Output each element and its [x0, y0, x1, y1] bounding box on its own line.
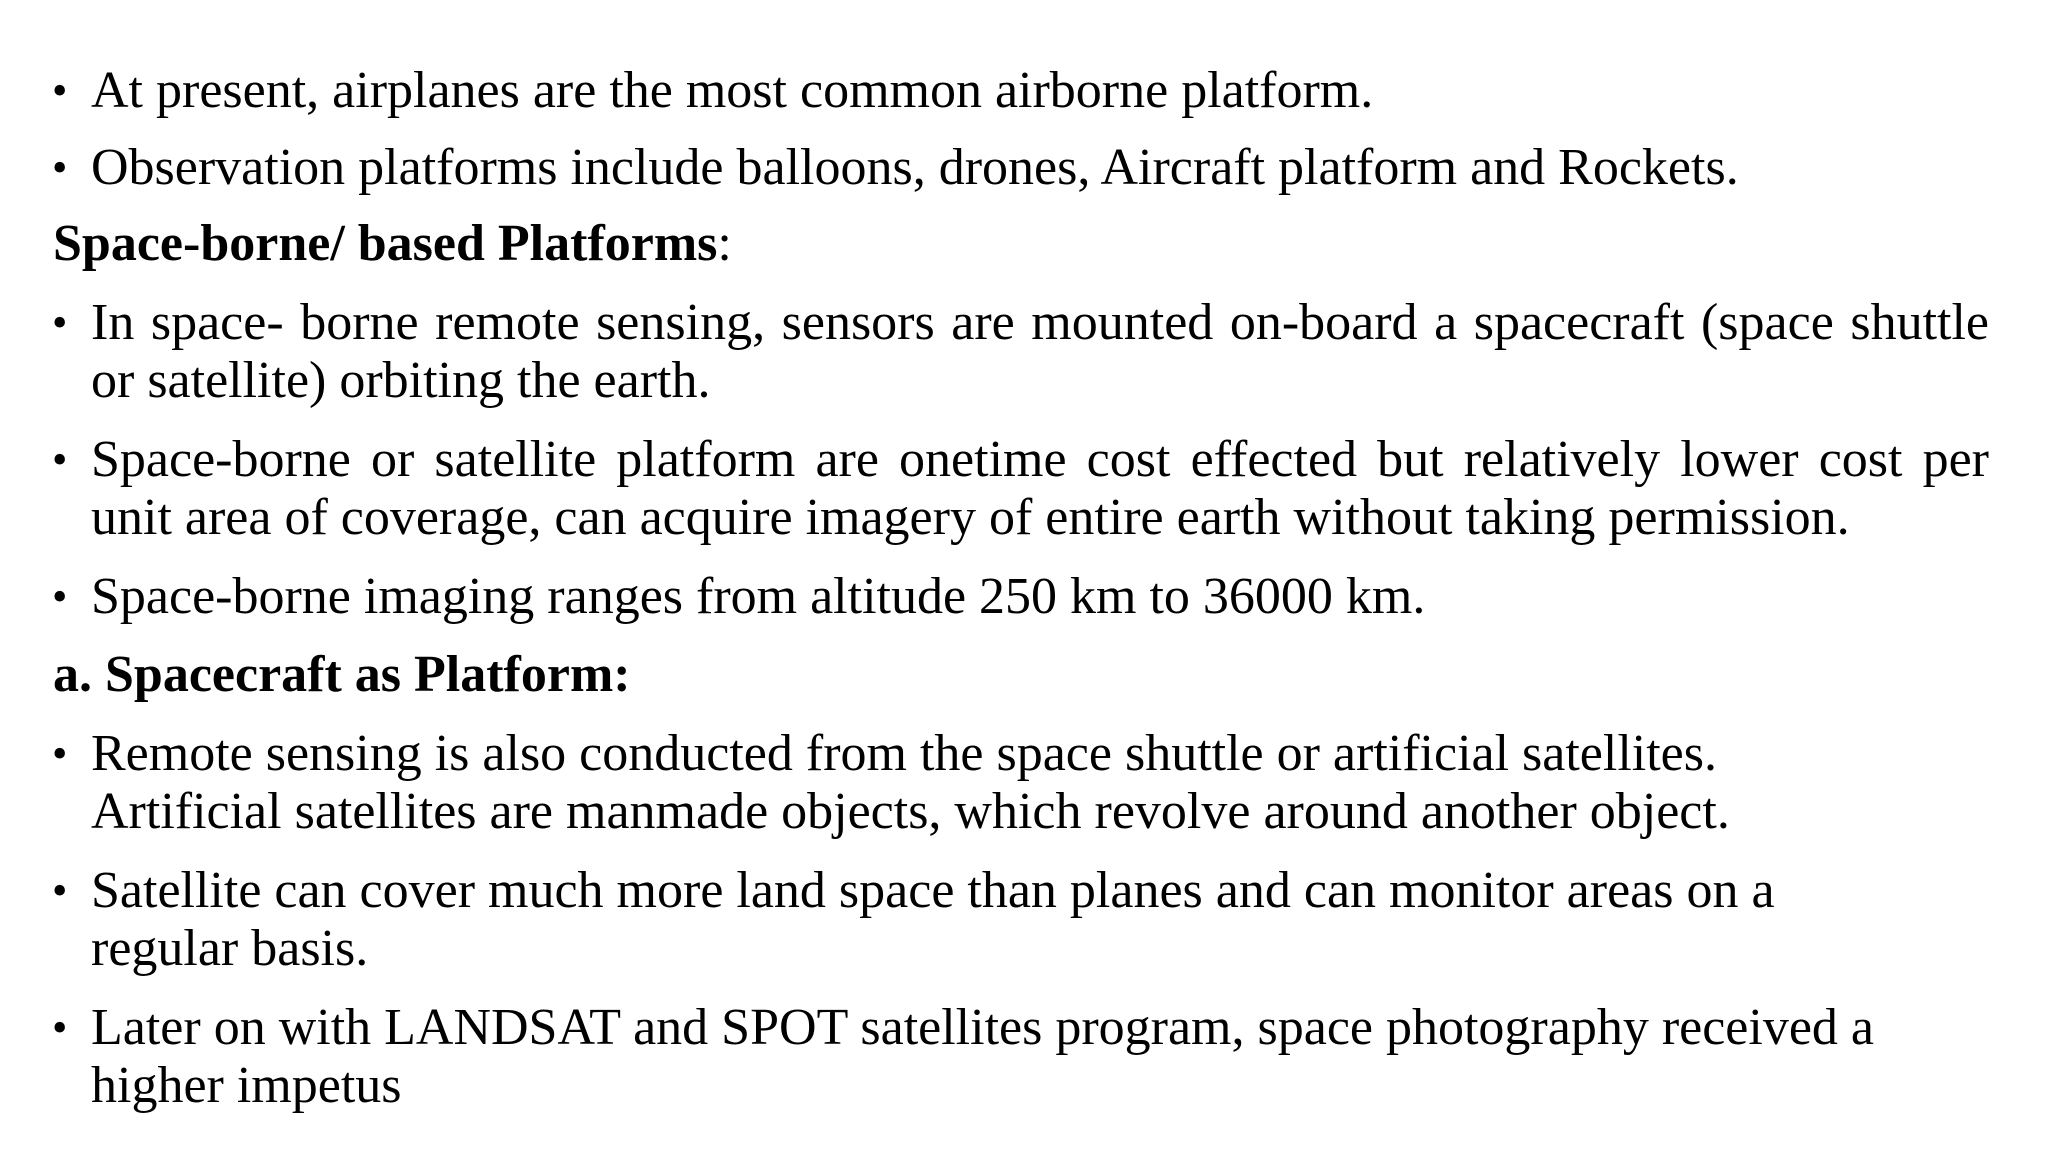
heading-spacecraft-platform: a. Spacecraft as Platform:	[53, 646, 631, 703]
bullet-landsat-spot: Later on with LANDSAT and SPOT satellites program, space photography received a higher impetus	[91, 999, 1874, 1114]
heading-spaceborne-platforms	[53, 215, 732, 273]
bullet-marker: •	[52, 143, 68, 192]
bullet-marker: •	[52, 435, 68, 484]
bullet-marker: •	[52, 66, 68, 115]
bullet-marker: •	[52, 866, 68, 915]
bullet-onetime-cost: Space-borne or satellite platform are onetime cost effected but relatively lower cost per unit area of coverage, can acquire imagery of entire earth without taking permission.	[91, 431, 1989, 546]
bullet-airplanes-common: At present, airplanes are the most common airborne platform.	[91, 62, 1374, 119]
bullet-sensors-mounted: In space- borne remote sensing, sensors are mounted on-board a spacecraft (space shuttle or satellite) orbiting the earth.	[91, 294, 1989, 409]
bullet-marker: •	[52, 572, 68, 621]
bullet-marker: •	[52, 1003, 68, 1052]
bullet-observation-platforms: Observation platforms include balloons, drones, Aircraft platform and Rockets.	[91, 139, 1739, 196]
bullet-imaging-ranges: Space-borne imaging ranges from altitude 250 km to 36000 km.	[91, 568, 1426, 625]
bullet-satellite-coverage: Satellite can cover much more land space than planes and can monitor areas on a regular basis.	[91, 862, 1775, 977]
bullet-remote-sensing-shuttle: Remote sensing is also conducted from the space shuttle or artificial satellites. Artificial satellites are manmade objects, which revolve around another object.	[91, 725, 1730, 840]
bullet-marker: •	[52, 729, 68, 778]
heading-spaceborne-text: Space-borne/ based Platforms	[53, 215, 718, 272]
heading-spaceborne-colon: :	[717, 215, 732, 272]
bullet-marker: •	[52, 298, 68, 347]
